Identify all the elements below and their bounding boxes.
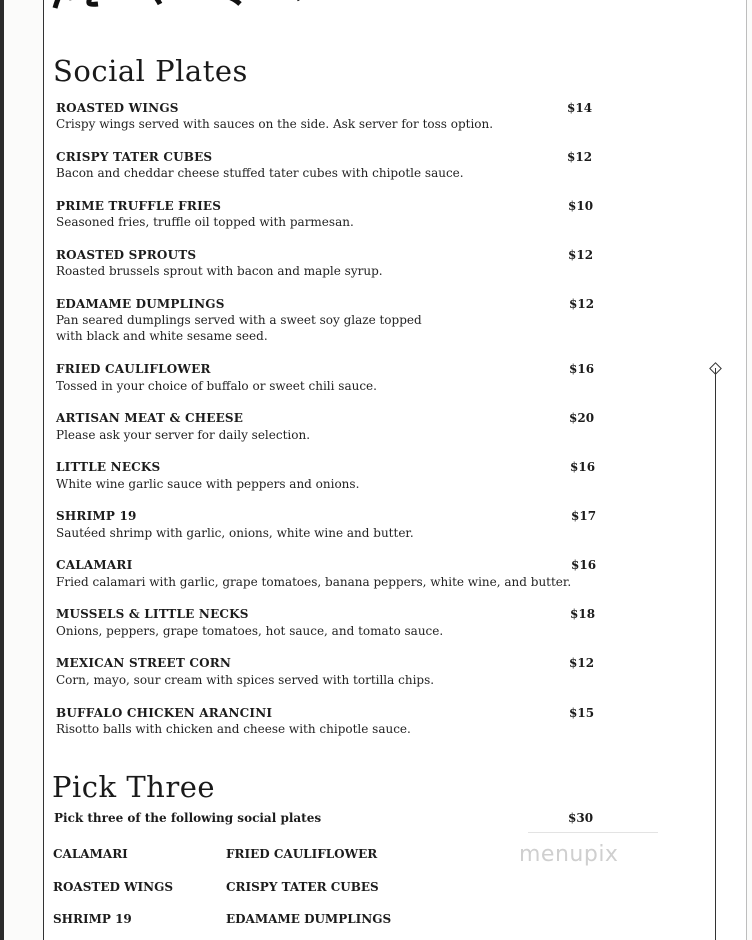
vertical-divider — [715, 368, 716, 940]
item-name: ROASTED SPROUTS — [56, 248, 197, 262]
pick-option: CALAMARI — [53, 847, 128, 861]
pick-option: EDAMAME DUMPLINGS — [226, 912, 392, 926]
item-description: Roasted brussels sprout with bacon and maple syrup. — [56, 264, 383, 278]
item-description: Bacon and cheddar cheese stuffed tater cubes with chipotle sauce. — [56, 166, 464, 180]
item-price: $12 — [569, 297, 595, 311]
section-title-social-plates: Social Plates — [53, 54, 248, 88]
left-edge-strip — [0, 0, 4, 940]
item-price: $16 — [570, 460, 596, 474]
item-price: $15 — [569, 706, 595, 720]
item-name: EDAMAME DUMPLINGS — [56, 297, 225, 311]
item-description: Sautéed shrimp with garlic, onions, white wine and butter. — [56, 526, 414, 540]
item-name: MEXICAN STREET CORN — [56, 656, 232, 670]
item-price: $14 — [567, 101, 593, 115]
pick-option: ROASTED WINGS — [53, 880, 174, 894]
item-price: $16 — [571, 558, 597, 572]
item-description: Seasoned fries, truffle oil topped with parmesan. — [56, 215, 354, 229]
item-name: BUFFALO CHICKEN ARANCINI — [56, 706, 273, 720]
item-price: $20 — [569, 411, 595, 425]
item-name: PRIME TRUFFLE FRIES — [56, 199, 222, 213]
item-description: Onions, peppers, grape tomatoes, hot sauce, and tomato sauce. — [56, 624, 444, 638]
item-price: $12 — [569, 656, 595, 670]
item-description: Risotto balls with chicken and cheese with chipotle sauce. — [56, 722, 411, 736]
item-name: LITTLE NECKS — [56, 460, 161, 474]
item-price: $12 — [567, 150, 593, 164]
pick-option: FRIED CAULIFLOWER — [226, 847, 378, 861]
item-name: CALAMARI — [56, 558, 133, 572]
item-price: $10 — [568, 199, 594, 213]
pick-three-price: $30 — [568, 811, 594, 825]
item-description-line-2: with black and white sesame seed. — [56, 329, 268, 343]
item-description: Fried calamari with garlic, grape tomatoes, banana peppers, white wine, and butter. — [56, 575, 572, 589]
item-price: $18 — [570, 607, 596, 621]
item-price: $12 — [568, 248, 594, 262]
item-description: Corn, mayo, sour cream with spices served with tortilla chips. — [56, 673, 435, 687]
section-title-pick-three: Pick Three — [52, 770, 216, 804]
item-name: CRISPY TATER CUBES — [56, 150, 213, 164]
item-name: FRIED CAULIFLOWER — [56, 362, 211, 376]
pick-three-subtitle: Pick three of the following social plates — [54, 811, 322, 825]
item-description: Please ask your server for daily selection. — [56, 428, 311, 442]
cropped-heading-script — [50, 0, 350, 10]
pick-option: CRISPY TATER CUBES — [226, 880, 379, 894]
item-name: ROASTED WINGS — [56, 101, 179, 115]
item-name: SHRIMP 19 — [56, 509, 137, 523]
item-description: Crispy wings served with sauces on the side. Ask server for toss option. — [56, 117, 494, 131]
item-price: $16 — [569, 362, 595, 376]
watermark-rule — [528, 832, 658, 833]
item-name: MUSSELS & LITTLE NECKS — [56, 607, 249, 621]
item-description: White wine garlic sauce with peppers and onions. — [56, 477, 360, 491]
item-price: $17 — [571, 509, 597, 523]
item-name: ARTISAN MEAT & CHEESE — [56, 411, 244, 425]
pick-option: SHRIMP 19 — [53, 912, 132, 926]
item-description: Pan seared dumplings served with a sweet soy glaze topped — [56, 313, 422, 327]
menupix-watermark: menupix — [519, 842, 619, 867]
item-description: Tossed in your choice of buffalo or sweet chili sauce. — [56, 379, 377, 393]
